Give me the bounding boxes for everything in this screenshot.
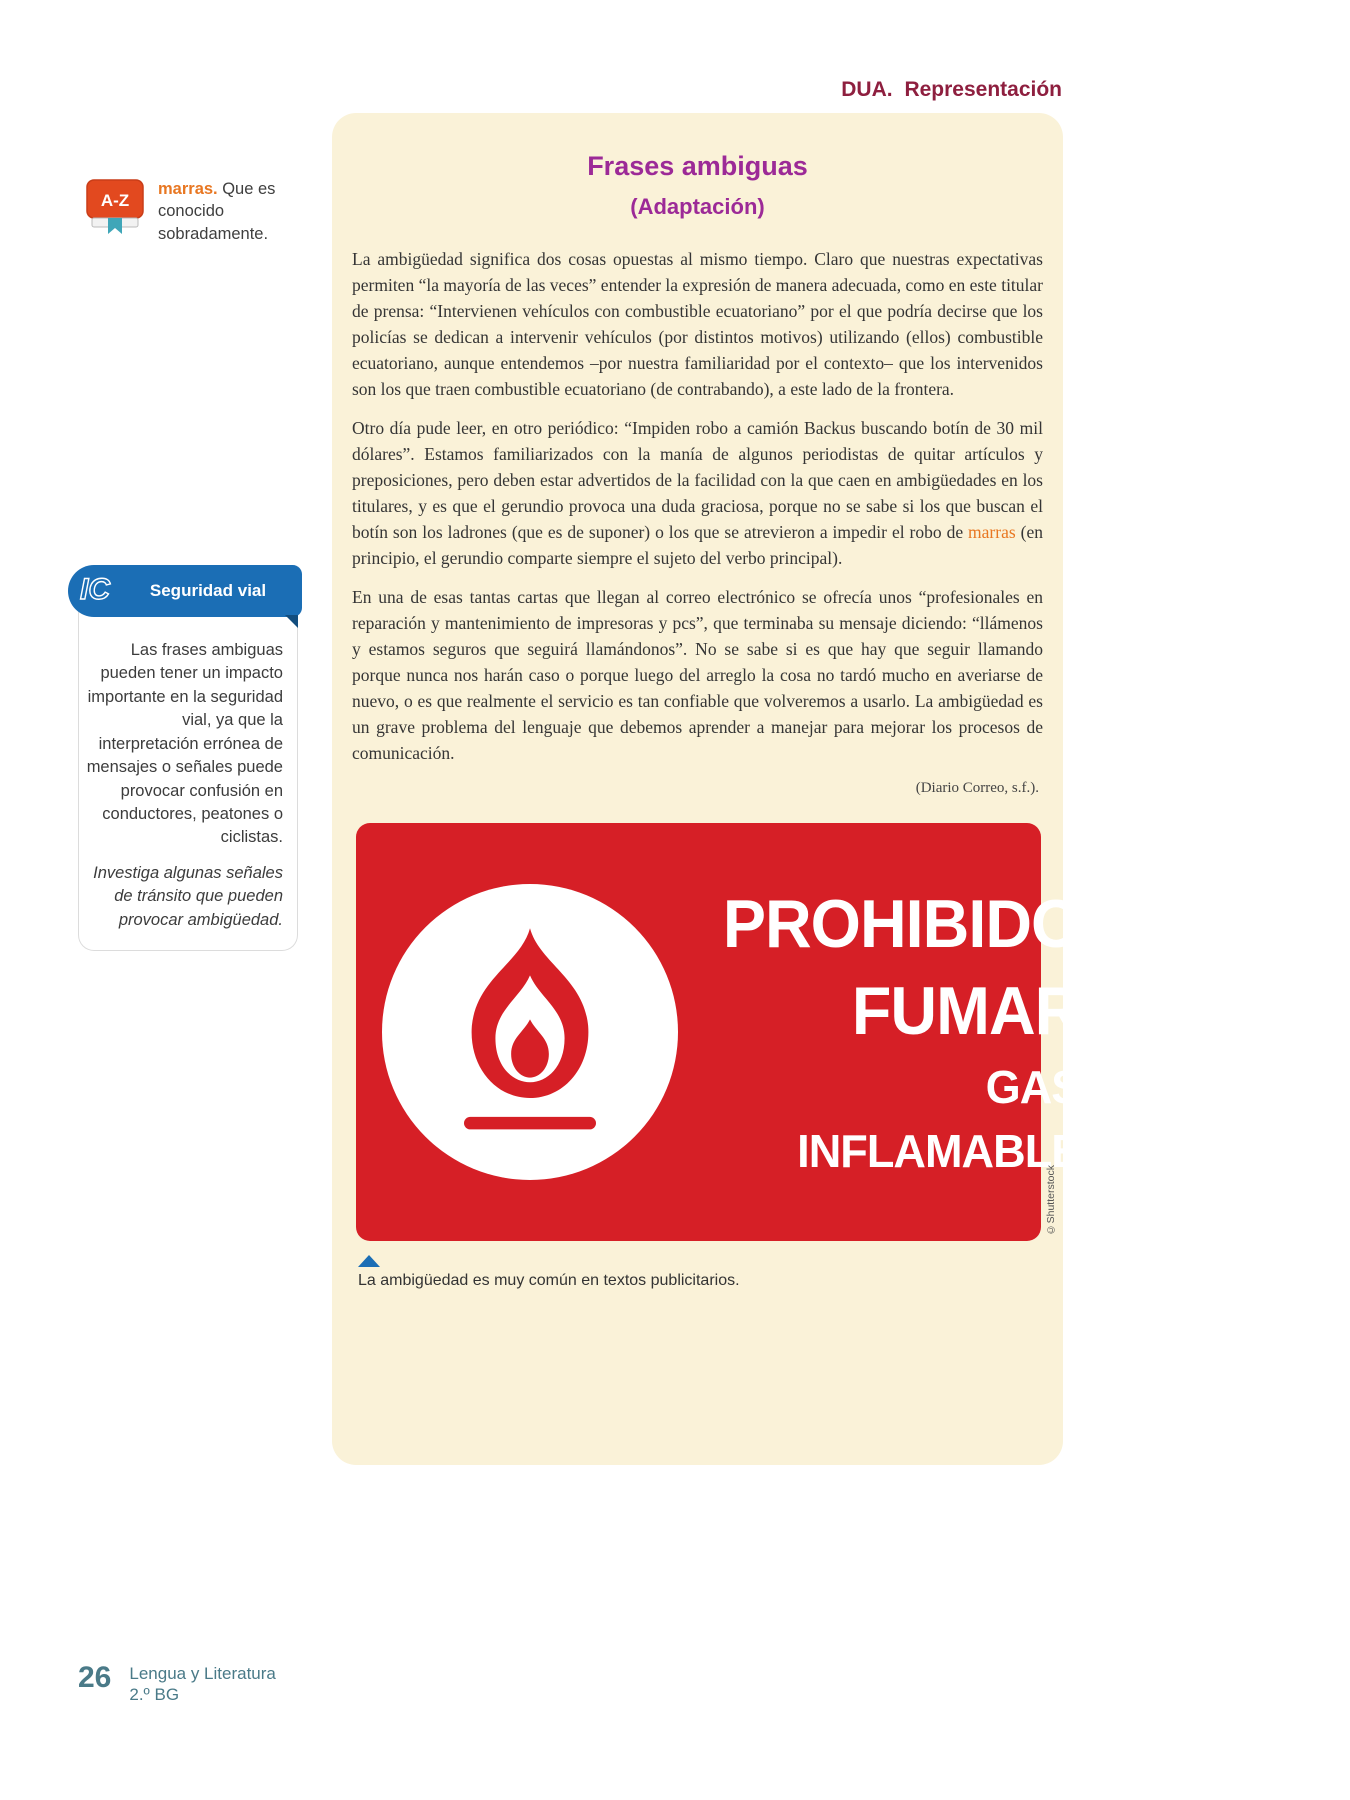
svg-text:A-Z: A-Z <box>100 191 130 210</box>
paragraph-2-text-end: (en principio, el gerundio comparte siempre el sujeto del verbo principal). <box>352 522 1043 568</box>
sidebar-title: Seguridad vial <box>149 581 267 600</box>
article-paragraph-3: En una de esas tantas cartas que llegan al correo electrónico se ofrecía unos “profesionales en reparación y mantenimiento de impresoras y pcs”, que terminaba su mensaje diciendo: “llámenos y estamos seguros que seguirá llamándonos”. No se sabe si es que hay que seguir llamando porque nunca nos harán caso o porque luego del arreglo la cosa no tardó mucho en averiarse de nuevo, o es que realmente el servicio es tan confiable que volveremos a usarlo. La ambigüedad es un grave problema del lenguaje que debemos aprender a manejar para mejorar los procesos de comunicación. <box>352 587 1043 763</box>
article-subtitle: (Adaptación) <box>630 194 765 219</box>
glossary-link-marras: marras <box>968 522 1016 542</box>
dua-label: DUA. <box>841 78 893 101</box>
book-title-line2: 2.º BG <box>129 1685 180 1705</box>
sidebar-prompt: Investiga algunas señales de tránsito que pueden provocar ambigüedad. <box>93 863 283 929</box>
flame-icon <box>430 922 630 1142</box>
book-title <box>129 1663 276 1706</box>
flame-circle <box>382 884 678 1180</box>
article-paragraph-1: La ambigüedad significa dos cosas opuestas al mismo tiempo. Claro que nuestras expectativas permiten “la mayoría de las veces” entender la expresión de manera adecuada, como en este titular de prensa: “Intervienen vehículos con combustible ecuatoriano” por el que podría decirse que los policías se dedican a intervenir vehículos (por distintos motivos) utilizando (ellos) combustible ecuatoriano, aunque entendemos –por nuestra familiaridad por el contexto– que los intervenidos son los que traen combustible ecuatoriano (de contrabando), a este lado de la frontera. <box>352 249 1043 399</box>
glossary-definition: Que es conocido sobradamente. <box>158 180 276 243</box>
glossary-text <box>158 178 298 245</box>
ic-logo-icon <box>76 569 124 614</box>
paragraph-2-text: Otro día pude leer, en otro periódico: “Impiden robo a camión Backus buscando botín de 30 mil dólares”. Estamos familiarizados con la manía de algunos periodistas de quitar artículos y preposiciones, pero deben estar advertidos de la facilidad con la que caen en ambigüedades en los titulares, y es que el gerundio provoca una duda graciosa, porque no se sabe si los que buscan el botín son los ladrones (que es de suponer) o los que se atrevieron a impedir el robo de <box>352 418 1043 542</box>
article-body <box>352 246 1043 766</box>
sidebar-header <box>68 565 302 617</box>
image-caption-block <box>358 1255 1043 1290</box>
sign-line-1: PROHIBIDO <box>722 885 1081 962</box>
glossary-term: marras. <box>158 180 218 198</box>
svg-text:IC: IC <box>80 572 110 606</box>
sidebar-body <box>78 603 298 951</box>
article-paragraph-2 <box>352 415 1043 571</box>
caption-triangle-icon <box>358 1255 380 1267</box>
dua-section-label: Representación <box>904 78 1062 101</box>
photo-credit: ©Shutterstock <box>1045 1164 1057 1235</box>
sign-line-2: FUMAR <box>851 972 1081 1049</box>
sign-text <box>704 881 1086 1184</box>
sidebar-paragraph: Las frases ambiguas pueden tener un impacto importante en la seguridad vial, ya que la interpretación errónea de mensajes o señales puede provocar confusión en conductores, peatones o ciclistas. <box>86 641 283 847</box>
page-footer <box>78 1663 276 1706</box>
dictionary-book-icon <box>84 178 146 245</box>
glossary-entry <box>84 178 299 245</box>
image-caption: La ambigüedad es muy común en textos publicitarios. <box>358 1272 740 1289</box>
page-fold-decoration <box>285 615 298 628</box>
source-attribution: (Diario Correo, s.f.). <box>915 780 1039 796</box>
article-title: Frases ambiguas <box>587 151 808 181</box>
sign-image-wrapper <box>356 823 1081 1241</box>
sidebar-seguridad-vial <box>68 565 302 951</box>
book-title-line1: Lengua y Literatura <box>129 1664 276 1683</box>
page-number: 26 <box>78 1661 112 1694</box>
page-header <box>841 78 1062 102</box>
article-panel <box>332 113 1081 1465</box>
sign-line-3: GAS INFLAMABLE <box>797 1060 1081 1178</box>
